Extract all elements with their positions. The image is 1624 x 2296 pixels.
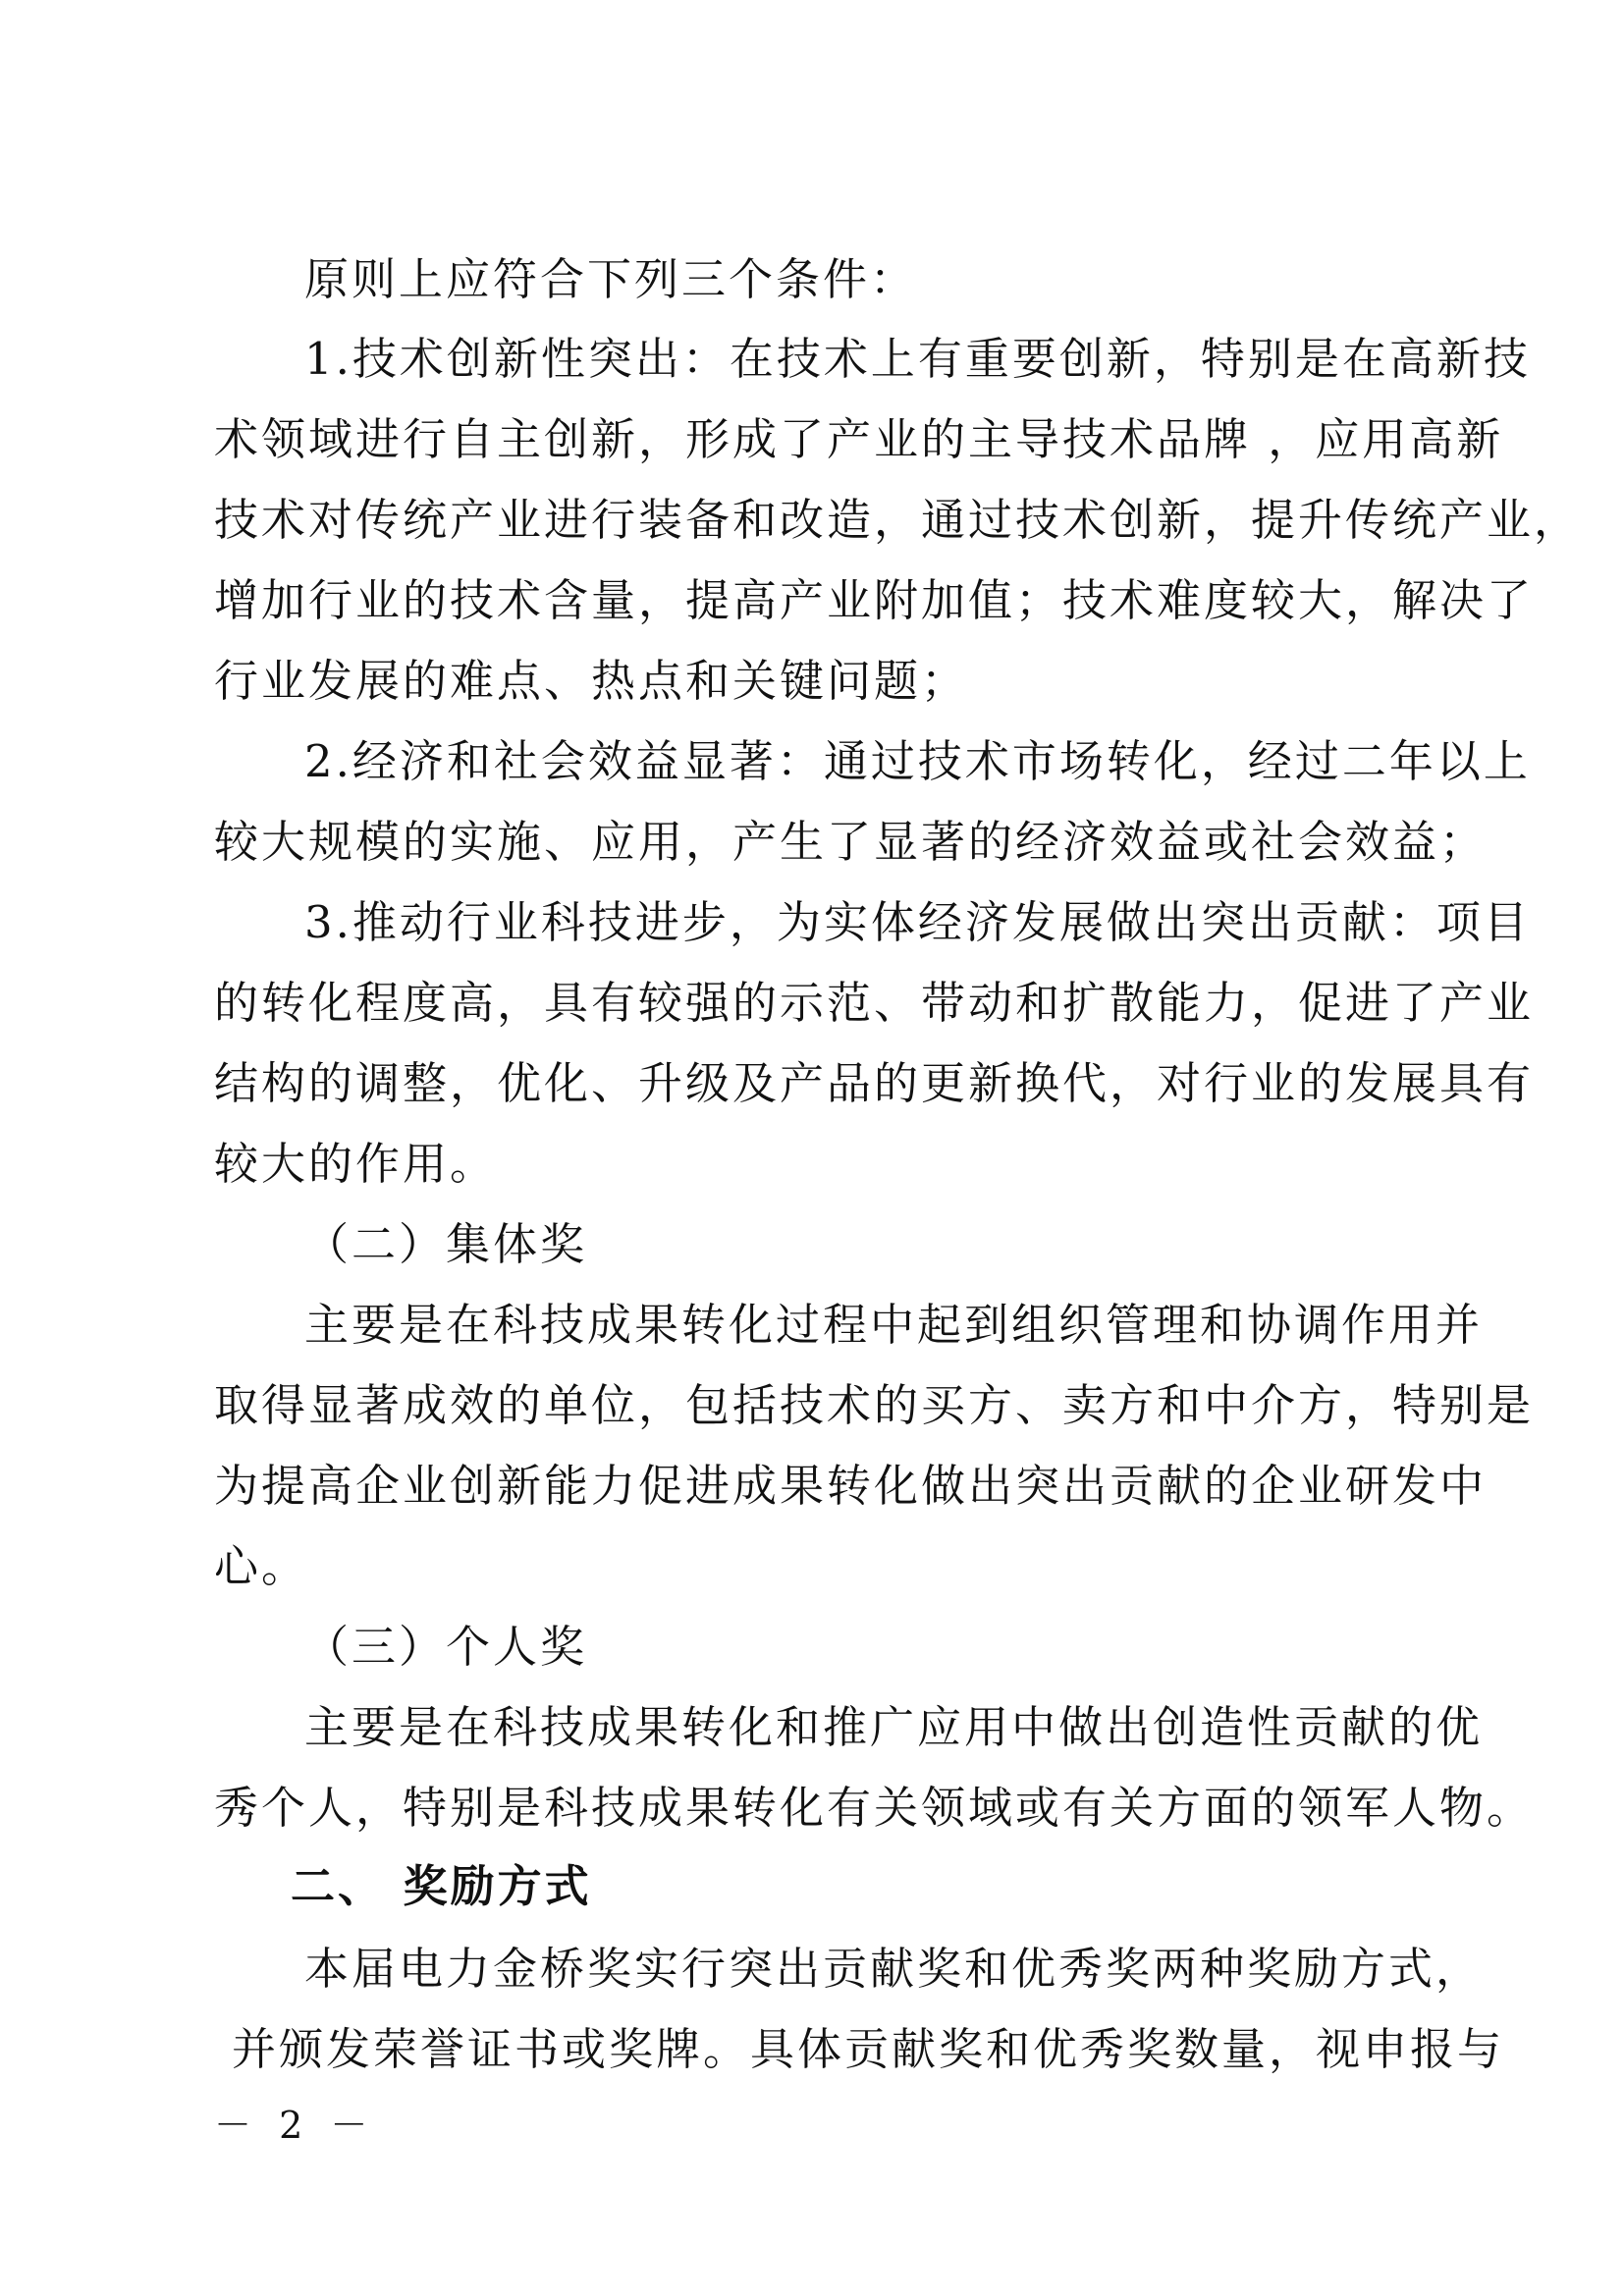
section-heading: （三）个人奖 [304, 1621, 588, 1673]
paragraph-line: 秀个人，特别是科技成果转化有关领域或有关方面的领军人物。 [214, 1782, 1535, 1834]
section-heading: （二）集体奖 [304, 1218, 588, 1270]
paragraph-line: 3.推动行业科技进步，为实体经济发展做出突出贡献：项目 [304, 896, 1531, 948]
paragraph-line: 的转化程度高，具有较强的示范、带动和扩散能力，促进了产业 [214, 977, 1535, 1029]
paragraph-line: 2.经济和社会效益显著：通过技术市场转化，经过二年以上 [304, 735, 1531, 787]
paragraph-line: 并颁发荣誉证书或奖牌。具体贡献奖和优秀奖数量，视申报与 [232, 2023, 1505, 2075]
page-number: － 2 － [214, 2104, 376, 2147]
paragraph-line: 较大的作用。 [214, 1138, 498, 1190]
paragraph-line: 本届电力金桥奖实行突出贡献奖和优秀奖两种奖励方式， [304, 1943, 1484, 1995]
paragraph-line: 取得显著成效的单位，包括技术的买方、卖方和中介方，特别是 [214, 1379, 1535, 1431]
section-heading: 二、 奖励方式 [291, 1860, 592, 1912]
paragraph-line: 为提高企业创新能力促进成果转化做出突出贡献的企业研发中 [214, 1460, 1488, 1512]
paragraph-line: 原则上应符合下列三个条件： [304, 253, 918, 305]
paragraph-line: 增加行业的技术含量，提高产业附加值；技术难度较大，解决了 [214, 574, 1535, 626]
paragraph-line: 技术对传统产业进行装备和改造，通过技术创新，提升传统产业， [214, 494, 1582, 546]
paragraph-line: 1.技术创新性突出：在技术上有重要创新，特别是在高新技 [304, 333, 1531, 385]
paragraph-line: 心。 [214, 1540, 309, 1592]
paragraph-line: 主要是在科技成果转化和推广应用中做出创造性贡献的优 [304, 1701, 1484, 1753]
paragraph-line: 主要是在科技成果转化过程中起到组织管理和协调作用并 [304, 1299, 1484, 1351]
paragraph-line: 行业发展的难点、热点和关键问题； [214, 655, 969, 707]
paragraph-line: 较大规模的实施、应用，产生了显著的经济效益或社会效益； [214, 816, 1488, 868]
paragraph-line: 术领域进行自主创新，形成了产业的主导技术品牌 ，应用高新 [214, 413, 1504, 465]
paragraph-line: 结构的调整，优化、升级及产品的更新换代，对行业的发展具有 [214, 1057, 1535, 1109]
